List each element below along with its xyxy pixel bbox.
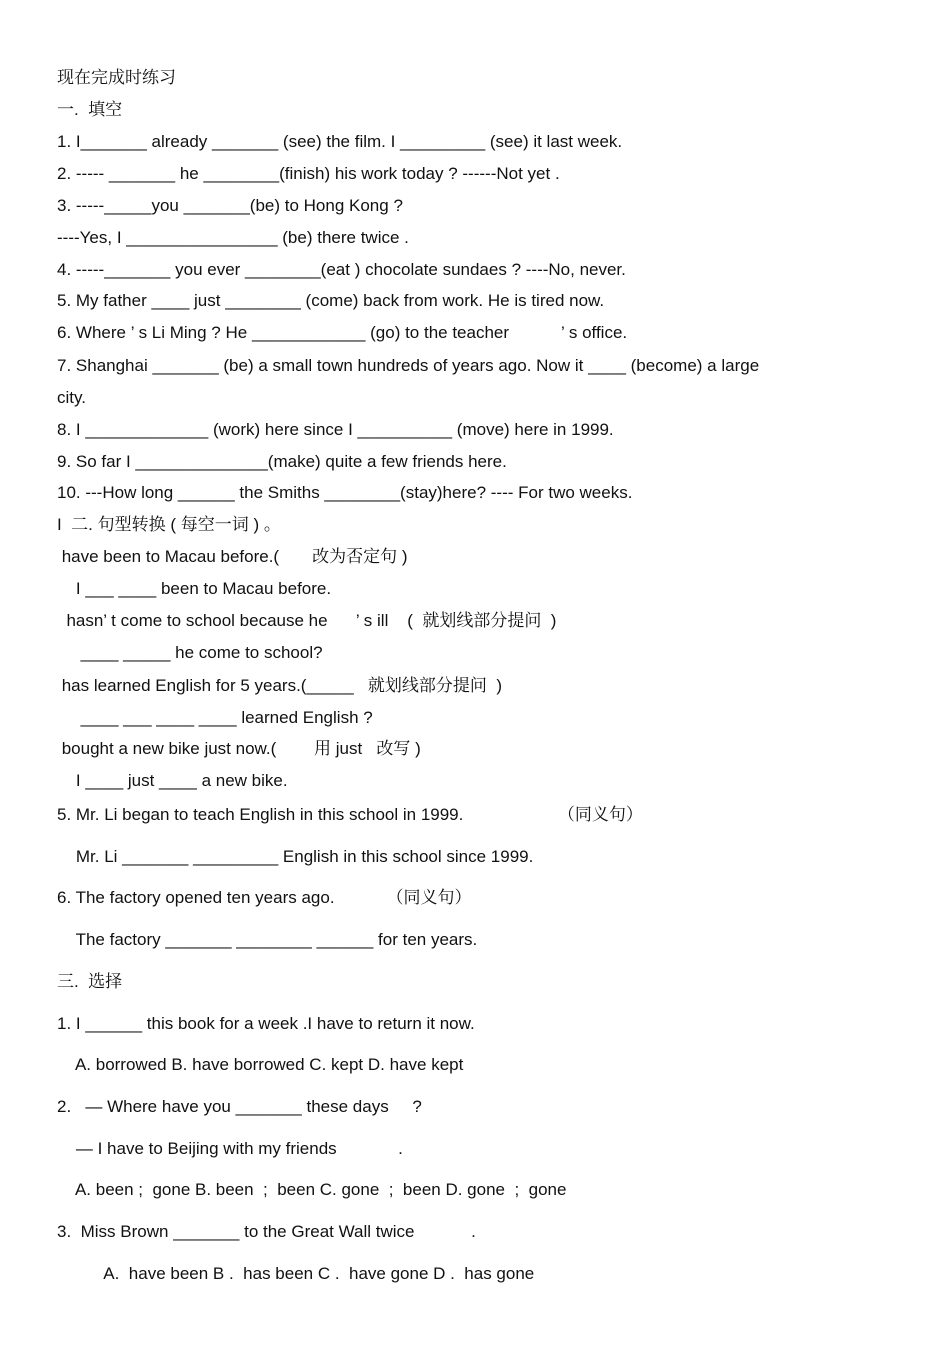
choice-line: — I have to Beijing with my friends . — [57, 1139, 403, 1158]
worksheet-title: 现在完成时练习 — [57, 68, 176, 87]
choice-line: 3. Miss Brown _______ to the Great Wall twice . — [57, 1222, 476, 1241]
transform-line: I ____ just ____ a new bike. — [57, 771, 288, 790]
transform-line: ____ _____ he come to school? — [57, 643, 323, 662]
choice-line: A. borrowed B. have borrowed C. kept D. have kept — [57, 1055, 464, 1074]
transform-line: 5. Mr. Li began to teach English in this school in 1999. （同义句） — [57, 805, 643, 824]
section2-heading: I 二. 句型转换 ( 每空一词 ) 。 — [57, 515, 281, 534]
fill-line: 6. Where ’ s Li Ming ? He ____________ (go) to the teacher ’ s office. — [57, 323, 628, 342]
transform-line: Mr. Li _______ _________ English in this school since 1999. — [57, 847, 534, 866]
fill-line: 5. My father ____ just ________ (come) back from work. He is tired now. — [57, 291, 605, 310]
fill-line: ----Yes, I ________________ (be) there twice . — [57, 228, 409, 247]
section1-heading: 一. 填空 — [57, 100, 123, 119]
transform-line: has learned English for 5 years.(_____ 就划线部分提问 ) — [57, 676, 503, 695]
fill-line: 7. Shanghai _______ (be) a small town hundreds of years ago. Now it ____ (become) a large — [57, 356, 760, 375]
transform-line: have been to Macau before.( 改为否定句 ) — [57, 547, 408, 566]
fill-line: 8. I _____________ (work) here since I __________ (move) here in 1999. — [57, 420, 614, 439]
fill-line: 10. ---How long ______ the Smiths ________(stay)here? ---- For two weeks. — [57, 483, 633, 502]
section3-heading: 三. 选择 — [57, 972, 123, 991]
fill-line: 1. I_______ already _______ (see) the film. I _________ (see) it last week. — [57, 132, 623, 151]
fill-line: 4. -----_______ you ever ________(eat ) chocolate sundaes ? ----No, never. — [57, 260, 626, 279]
choice-line: A. have been B . has been C . have gone D . has gone — [57, 1264, 535, 1283]
transform-line: hasn’ t come to school because he ’ s ill ( 就划线部分提问 ) — [57, 611, 557, 630]
transform-line: bought a new bike just now.( 用 just 改写 ) — [57, 739, 421, 758]
choice-line: 1. I ______ this book for a week .I have to return it now. — [57, 1014, 475, 1033]
transform-line: 6. The factory opened ten years ago. （同义句） — [57, 888, 472, 907]
fill-line: 2. ----- _______ he ________(finish) his work today ? ------Not yet . — [57, 164, 560, 183]
transform-line: The factory _______ ________ ______ for ten years. — [57, 930, 478, 949]
choice-line: A. been ; gone B. been ; been C. gone ; been D. gone ; gone — [57, 1180, 567, 1199]
choice-line: 2. — Where have you _______ these days ? — [57, 1097, 422, 1116]
fill-line: city. — [57, 388, 86, 407]
fill-line: 9. So far I ______________(make) quite a few friends here. — [57, 452, 507, 471]
transform-line: ____ ___ ____ ____ learned English ? — [57, 708, 373, 727]
transform-line: I ___ ____ been to Macau before. — [57, 579, 332, 598]
fill-line: 3. -----_____you _______(be) to Hong Kong ? — [57, 196, 403, 215]
